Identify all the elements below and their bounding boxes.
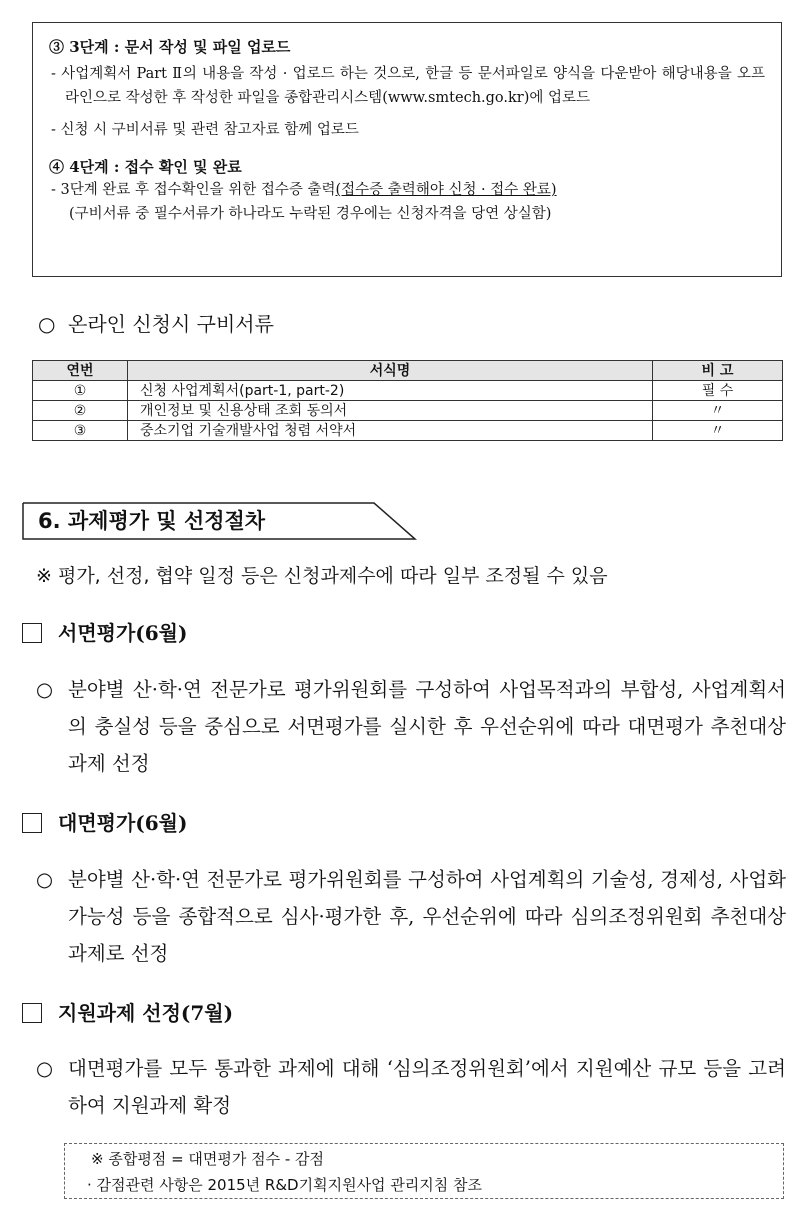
docs-heading-bullet: ○ bbox=[38, 312, 56, 336]
step4-item-text: - 3단계 완료 후 접수확인을 위한 접수증 출력 bbox=[51, 182, 336, 198]
checkbox-icon bbox=[22, 1003, 42, 1023]
stage-text: 대면평가를 모두 통과한 과제에 대해 ‘심의조정위원회’에서 지원예산 규모 등을 고려하여 지원과제 확정 bbox=[68, 1057, 786, 1117]
bullet: ○ bbox=[36, 678, 54, 701]
cell-no: ① bbox=[33, 381, 128, 401]
stage-description-document-review bbox=[36, 671, 786, 782]
step3-item-2: - 신청 시 구비서류 및 관련 참고자료 함께 업로드 bbox=[51, 122, 359, 138]
stage-description-interview-review bbox=[36, 861, 786, 972]
docs-heading-text: 온라인 신청시 구비서류 bbox=[68, 312, 274, 336]
footnote-line-1: ※ 종합평점 = 대면평가 점수 - 감점 bbox=[91, 1150, 325, 1168]
table-row bbox=[33, 421, 783, 441]
scoring-footnote-box bbox=[64, 1143, 784, 1199]
step4-item-underlined: (접수증 출력해야 신청 · 접수 완료) bbox=[335, 182, 557, 198]
application-steps-box bbox=[32, 22, 782, 277]
step4-note: (구비서류 중 필수서류가 하나라도 누락된 경우에는 신청자격을 당연 상실함) bbox=[69, 206, 552, 222]
step3-title: ③ 3단계 : 문서 작성 및 파일 업로드 bbox=[49, 38, 291, 56]
table-row bbox=[33, 401, 783, 421]
cell-remark: 〃 bbox=[653, 401, 783, 421]
checkbox-icon bbox=[22, 623, 42, 643]
cell-form-name: 중소기업 기술개발사업 청렴 서약서 bbox=[128, 421, 653, 441]
table-header-row bbox=[33, 361, 783, 381]
cell-form-name: 개인정보 및 신용상태 조회 동의서 bbox=[128, 401, 653, 421]
checkbox-icon bbox=[22, 813, 42, 833]
cell-remark: 〃 bbox=[653, 421, 783, 441]
step4-title: ④ 4단계 : 접수 확인 및 완료 bbox=[49, 158, 242, 176]
schedule-notice: ※ 평가, 선정, 협약 일정 등은 신청과제수에 따라 일부 조정될 수 있음 bbox=[36, 565, 608, 587]
header-form-name: 서식명 bbox=[128, 361, 653, 381]
step3-item-1: - 사업계획서 Part Ⅱ의 내용을 작성 · 업로드 하는 것으로, 한글 등 문서파일로 양식을 다운받아 해당내용을 오프라인으로 작성한 후 작성한 파일을 종합관리시스템(www.smtech.go.kr)에 업로드 bbox=[51, 66, 765, 106]
stage-text: 분야별 산·학·연 전문가로 평가위원회를 구성하여 사업계획의 기술성, 경제성, 사업화 가능성 등을 종합적으로 심사·평가한 후, 우선순위에 따라 심의조정위원회 추천대상과제로 선정 bbox=[68, 868, 786, 965]
footnote-line-2: · 감점관련 사항은 2015년 R&D기획지원사업 관리지침 참조 bbox=[87, 1176, 483, 1194]
stage-description-selection bbox=[36, 1050, 786, 1124]
section-heading bbox=[22, 502, 417, 540]
stage-title: 대면평가(6월) bbox=[58, 811, 188, 835]
cell-no: ③ bbox=[33, 421, 128, 441]
stage-heading-interview-review bbox=[22, 808, 187, 838]
step4-item bbox=[49, 178, 765, 202]
stage-text: 분야별 산·학·연 전문가로 평가위원회를 구성하여 사업목적과의 부합성, 사업계획서의 충실성 등을 중심으로 서면평가를 실시한 후 우선순위에 따라 대면평가 추천대상과제 선정 bbox=[68, 678, 786, 775]
table-row bbox=[33, 381, 783, 401]
stage-title: 지원과제 선정(7월) bbox=[58, 1001, 234, 1025]
header-remark: 비 고 bbox=[653, 361, 783, 381]
stage-heading-document-review bbox=[22, 618, 187, 648]
bullet: ○ bbox=[36, 868, 54, 891]
cell-no: ② bbox=[33, 401, 128, 421]
required-docs-table bbox=[32, 360, 783, 441]
stage-title: 서면평가(6월) bbox=[58, 621, 188, 645]
docs-heading bbox=[38, 310, 274, 338]
header-no: 연번 bbox=[33, 361, 128, 381]
cell-form-name: 신청 사업계획서(part-1, part-2) bbox=[128, 381, 653, 401]
stage-heading-selection bbox=[22, 998, 233, 1028]
bullet: ○ bbox=[36, 1057, 54, 1080]
section-title: 6. 과제평가 및 선정절차 bbox=[38, 509, 266, 533]
cell-remark: 필 수 bbox=[653, 381, 783, 401]
